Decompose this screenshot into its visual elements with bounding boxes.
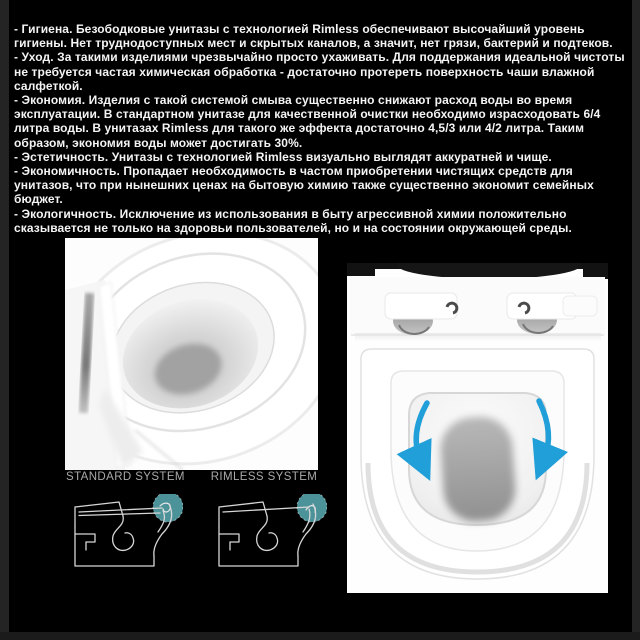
- rimless-bowl-photo: [65, 238, 318, 470]
- description-text-block: [14, 22, 630, 235]
- frame-strip-bottom: [0, 632, 640, 640]
- bullet-cost: - Экономичность. Пропадает необходимость в частом приобретении чистящих средств для унитазов, что при нынешних ценах на бытовую химию также существенно экономит семейных бюджет.: [14, 164, 594, 207]
- bullet-hygiene: - Гигиена. Безободковые унитазы с технологией Rimless обеспечивают высочайший уровень гигиены. Нет труднодоступных мест и скрытых каналов, а значит, нет грязи, бактерий и подтеков.: [14, 22, 613, 51]
- standard-system-label: STANDARD SYSTEM: [66, 471, 185, 483]
- bullet-care: - Уход. За такими изделиями чрезвычайно просто ухаживать. Для поддержания идеальной чистоты не требуется частая химическая обработка - достаточно протереть поверхность чаши влажной салфеткой.: [14, 50, 625, 93]
- frame-strip-right: [632, 0, 640, 640]
- toilet-top-view-illustration: [347, 263, 608, 593]
- rimless-system-diagram: [212, 494, 327, 579]
- rimless-system-label: RIMLESS SYSTEM: [210, 471, 318, 483]
- rimless-bowl-illustration: [65, 238, 318, 470]
- frame-strip-left: [0, 0, 9, 640]
- bullet-economy: - Экономия. Изделия с такой системой смыва существенно снижают расход воды во время эксплуатации. В стандартном унитазе для качественной очистки необходимо израсходовать 6/4 литра воды. В унитазах Rimless для такого же эффекта достаточно 4,5/3 или 4/2 литра. Таким образом, экономия воды может достигать 30%.: [14, 93, 601, 150]
- toilet-top-view-photo: [347, 263, 608, 593]
- standard-system-diagram: [68, 494, 183, 579]
- bullet-ecology: - Экологичность. Исключение из использования в быту агрессивной химии положительно сказывается не только на здоровьи пользователей, но и на состоянии окружающей среды.: [14, 206, 572, 235]
- bullet-aesthetics: - Эстетичность. Унитазы с технологией Rimless визуально выглядят аккуратней и чище.: [14, 149, 552, 164]
